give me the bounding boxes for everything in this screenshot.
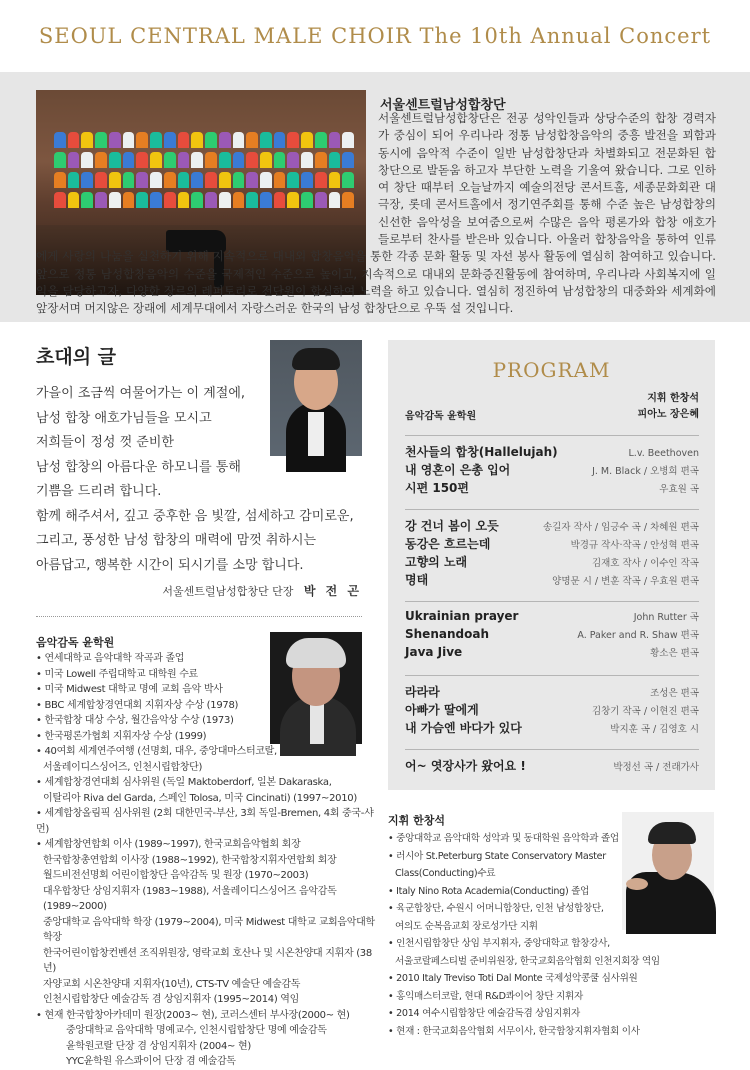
signature-org: 서울센트럴남성합창단 단장 xyxy=(162,585,294,598)
program-panel xyxy=(388,340,715,790)
signature-name: 박 전 곤 xyxy=(303,584,362,598)
song-credit: John Rutter 곡 xyxy=(633,612,699,623)
song-credit: 김창기 작곡 / 이현진 편곡 xyxy=(591,706,699,717)
bio-line: 윤학원코랄 단장 겸 상임지휘자 (2004~ 현) xyxy=(66,1040,251,1052)
program-group xyxy=(405,683,699,737)
conductor-title: 지휘 한창석 xyxy=(388,814,445,827)
song-credit: 송길자 작사 / 임긍수 곡 / 차혜원 편곡 xyxy=(542,522,699,533)
song-credit: 박경규 작사·작곡 / 안성혁 편곡 xyxy=(570,540,699,551)
program-item xyxy=(405,553,699,571)
invitation-line: 기쁨을 드리려 합니다. xyxy=(36,484,162,499)
bio-line: • 육군합창단, 수원시 어머니합창단, 인천 남성합창단, xyxy=(388,900,718,918)
program-item xyxy=(405,719,699,737)
music-director-title: 음악감독 윤학원 xyxy=(36,636,115,649)
program-item xyxy=(405,645,699,663)
program-item xyxy=(405,443,699,461)
bio-line: • 한국평론가협회 지휘자상 수상 (1999) xyxy=(36,729,381,745)
song-title: 천사들의 합창(Hallelujah) xyxy=(405,445,558,459)
song-credit: 박정선 곡 / 전래가사 xyxy=(613,762,699,773)
bio-line: 중앙대학교 음악대학 명예교수, 인천시립합창단 명예 예술감독 xyxy=(66,1025,327,1036)
program-group xyxy=(405,443,699,497)
song-title: Shenandoah xyxy=(405,627,489,641)
hair-shape xyxy=(292,348,340,370)
invitation-line: 남성 합창 애호가님들을 모시고 xyxy=(36,410,212,426)
bio-line: 중앙대학교 음악대학 학장 (1979~2004), 미국 Midwest 대학교 교회음악대학 학장 xyxy=(43,916,375,943)
song-title: 시편 150편 xyxy=(405,481,470,495)
music-director-bio xyxy=(36,651,381,1070)
song-title: Java Jive xyxy=(405,645,463,659)
bio-line: 한국어린이합창컨벤션 조직위원장, 영락교회 호산나 및 시온찬양대 지휘자 (38년) xyxy=(43,947,372,974)
bio-line: YYC윤학원 유스콰이어 단장 겸 예술감독 xyxy=(66,1056,236,1067)
bio-line: 서울코랄페스티벌 준비위원장, 한국교회음악협회 인천지회장 역임 xyxy=(395,955,660,967)
program-divider xyxy=(405,749,699,750)
bio-line: • 현재 : 한국교회음악협회 서무이사, 한국합창지휘자협회 이사 xyxy=(388,1023,718,1041)
program-item xyxy=(405,701,699,719)
section-divider xyxy=(36,616,362,617)
song-credit: J. M. Black / 오병희 편곡 xyxy=(592,466,699,477)
program-title: PROGRAM xyxy=(492,358,611,382)
invitation-line: 남성 합창의 아름다운 하모니를 통해 xyxy=(36,459,241,475)
program-divider xyxy=(405,435,699,436)
bio-line: • BBC 세계합창경연대회 지휘자상 수상 (1978) xyxy=(36,698,381,714)
song-title: 명태 xyxy=(405,573,429,587)
song-title: 강 건너 봄이 오듯 xyxy=(405,519,499,533)
program-item xyxy=(405,535,699,553)
song-title: 어~ 엿장사가 왔어요 ! xyxy=(405,759,526,773)
choir-intro-text xyxy=(36,110,716,318)
bio-line: 이탈리아 Riva del Garda, 스페인 Tolosa, 미국 Cincinati) (1997~2010) xyxy=(43,792,357,804)
song-title: 라라라 xyxy=(405,685,440,699)
bio-line: • 홍익매스터코랄, 현대 R&D콰이어 창단 지휘자 xyxy=(388,988,718,1006)
program-item xyxy=(405,627,699,645)
program-item xyxy=(405,757,699,775)
bio-line: 월드비전선명회 어린이합창단 음악감독 및 원장 (1970~2003) xyxy=(43,870,309,881)
program-group xyxy=(405,609,699,663)
program-item xyxy=(405,517,699,535)
program-group xyxy=(405,517,699,589)
bio-line: • 세계합창올림픽 심사위원 (2회 대한민국-부산, 3회 독일-Bremen, 4회 중국-샤먼) xyxy=(36,806,381,837)
song-title: Ukrainian prayer xyxy=(405,609,519,623)
bio-line: 인천시립합창단 예술감독 겸 상임지휘자 (1995~2014) 역임 xyxy=(43,994,300,1005)
program-item xyxy=(405,461,699,479)
invitation-line: 아름답고, 행복한 시간이 되시기를 소망 합니다. xyxy=(36,557,304,573)
concert-title: SEOUL CENTRAL MALE CHOIR The 10th Annual Concert xyxy=(38,24,712,48)
invitation-line: 가을이 조금씩 여물어가는 이 계절에, xyxy=(36,386,246,401)
bio-line: • 미국 Lowell 주립대학교 대학원 수료 xyxy=(36,667,381,683)
bio-line: • 2014 여수시립합창단 예술감독겸 상임지휘자 xyxy=(388,1005,718,1023)
program-music-director: 음악감독 윤학원 xyxy=(405,411,477,422)
bio-line: • 현재 한국합창아카데미 원장(2003~ 현), 코러스센터 부사장(2000~ 현) xyxy=(36,1008,381,1024)
program-divider xyxy=(405,509,699,510)
bio-line: • 인천시립합창단 상임 부지휘자, 중앙대학교 합창강사, xyxy=(388,935,718,953)
program-group xyxy=(405,757,699,775)
song-title: 내 영혼이 은총 입어 xyxy=(405,463,511,477)
bio-line: 여의도 순복음교회 장로성가단 지휘 xyxy=(395,920,538,932)
invitation-line: 저희들이 정성 껏 준비한 xyxy=(36,435,174,450)
bio-line: Class(Conducting)수료 xyxy=(395,868,496,879)
song-title: 고향의 노래 xyxy=(405,555,468,569)
bio-line: 서울레이디스싱어즈, 인천시립합창단) xyxy=(43,761,203,773)
song-title: 동강은 흐르는데 xyxy=(405,537,491,551)
program-performers xyxy=(638,391,699,423)
song-credit: 우효원 곡 xyxy=(659,484,699,495)
program-item xyxy=(405,683,699,701)
song-credit: 양명문 시 / 변훈 작곡 / 우효원 편곡 xyxy=(552,576,699,587)
bio-line: • 세계합창경연대회 심사위원 (독일 Maktoberdorf, 일본 Dakaraska, xyxy=(36,775,381,791)
song-credit: A. Paker and R. Shaw 편곡 xyxy=(577,630,699,641)
invitation-text xyxy=(36,382,366,578)
conductor-bio xyxy=(388,830,718,1040)
invitation-signature xyxy=(36,582,362,599)
invitation-title: 초대의 글 xyxy=(36,346,117,368)
bio-line: • 러시아 St.Peterburg State Conservatory Master xyxy=(388,848,718,866)
bio-line: • Italy Nino Rota Academia(Conducting) 졸업 xyxy=(388,883,718,901)
bio-line: • 미국 Midwest 대학교 명예 교회 음악 박사 xyxy=(36,682,381,698)
program-item xyxy=(405,479,699,497)
program-conductor: 지휘 한창석 xyxy=(647,393,699,404)
program-divider xyxy=(405,601,699,602)
choir-name-heading: 서울센트럴남성합창단 xyxy=(380,98,506,113)
invitation-line: 그리고, 풍성한 남성 합창의 매력에 맘껏 취하시는 xyxy=(36,533,317,548)
bio-line: • 세계합창연합회 이사 (1989~1997), 한국교회음악협회 회장 xyxy=(36,837,381,853)
invitation-line: 함께 해주셔서, 깊고 중후한 음 빛깔, 섬세하고 감미로운, xyxy=(36,508,354,524)
song-credit: 박지훈 곡 / 김영호 시 xyxy=(610,724,699,735)
bio-line: 대우합창단 상임지휘자 (1983~1988), 서울레이디스싱어즈 음악감독 (1989~2000) xyxy=(43,885,337,912)
song-credit: 조성은 편곡 xyxy=(650,688,699,699)
song-credit: L.v. Beethoven xyxy=(628,448,699,459)
song-credit: 황소은 편곡 xyxy=(650,648,699,659)
choir-intro-paragraph: 서울센트럴남성합창단은 전공 성악인들과 상당수준의 합창 경력자가 중심이 되어 우리나라 정통 남성합창음악의 중흥 발전을 꾀함과 동시에 음악적 수준이 일반 남성합창단과 차별화되고 전문화된 합창단으로 발돋움 하고자 부단한 노력을 기울여 왔습니다. 그로 인하여 창단 때부터 오늘날까지 예술의전당 콘서트홀, 세종문화회관 대극장, 롯데 콘서트홀에서 정기연주회를 통해 수준 높은 남성합창의 신선한 음악성을 보여줌으로써 수많은 음악 평론가와 합창 애호가들로부터 찬사를 받은바 있습니다. 아울러 합창음악을 통하여 인류에게 사랑의 나눔을 실천하기 위해 지속적으로 대내외 합창음악을 통한 각종 문화 활동 및 자선 봉사 활동에 열심히 참여하고 있습니다. 앞으로 정통 남성합창음악의 수준을 국제적인 수준으로 높이고, 지속적으로 대내외 문화증진활동에 참여하며, 우리나라 사회복지에 일익을 담당하고자, 다양한 장르의 레퍼토리로 전단원이 합심하여 노력을 하고 있습니다. 열심히 정진하여 남성합창의 대중화와 세계화에 앞장서며 머지않은 장래에 세계무대에서 자랑스러운 한국의 남성 합창단으로 우뚝 설 것입니다. xyxy=(36,111,716,316)
song-title: 내 가슴엔 바다가 있다 xyxy=(405,721,522,735)
program-item xyxy=(405,571,699,589)
bio-line: 한국합창총연합회 이사장 (1988~1992), 한국합창지휘자연합회 회장 xyxy=(43,854,337,866)
program-divider xyxy=(405,675,699,676)
song-title: 아빠가 딸에게 xyxy=(405,703,479,717)
bio-line: • 한국합창 대상 수상, 월간음악상 수상 (1973) xyxy=(36,713,381,729)
bio-line: • 중앙대학교 음악대학 성악과 및 동대학원 음악학과 졸업 xyxy=(388,830,718,848)
bio-line: • 40여회 세계연주여행 (선명회, 대우, 중앙대마스터코랄, xyxy=(36,744,381,760)
song-credit: 김재호 작사 / 이수인 작곡 xyxy=(591,558,699,569)
program-item xyxy=(405,609,699,627)
bio-line: 자양교회 시온찬양대 지휘자(10년), CTS-TV 예술단 예술감독 xyxy=(43,978,301,990)
bio-line: • 연세대학교 음악대학 작곡과 졸업 xyxy=(36,651,381,667)
program-pianist: 피아노 장은혜 xyxy=(637,409,699,420)
bio-line: • 2010 Italy Treviso Toti Dal Monte 국제성악콩쿨 심사위원 xyxy=(388,970,718,988)
